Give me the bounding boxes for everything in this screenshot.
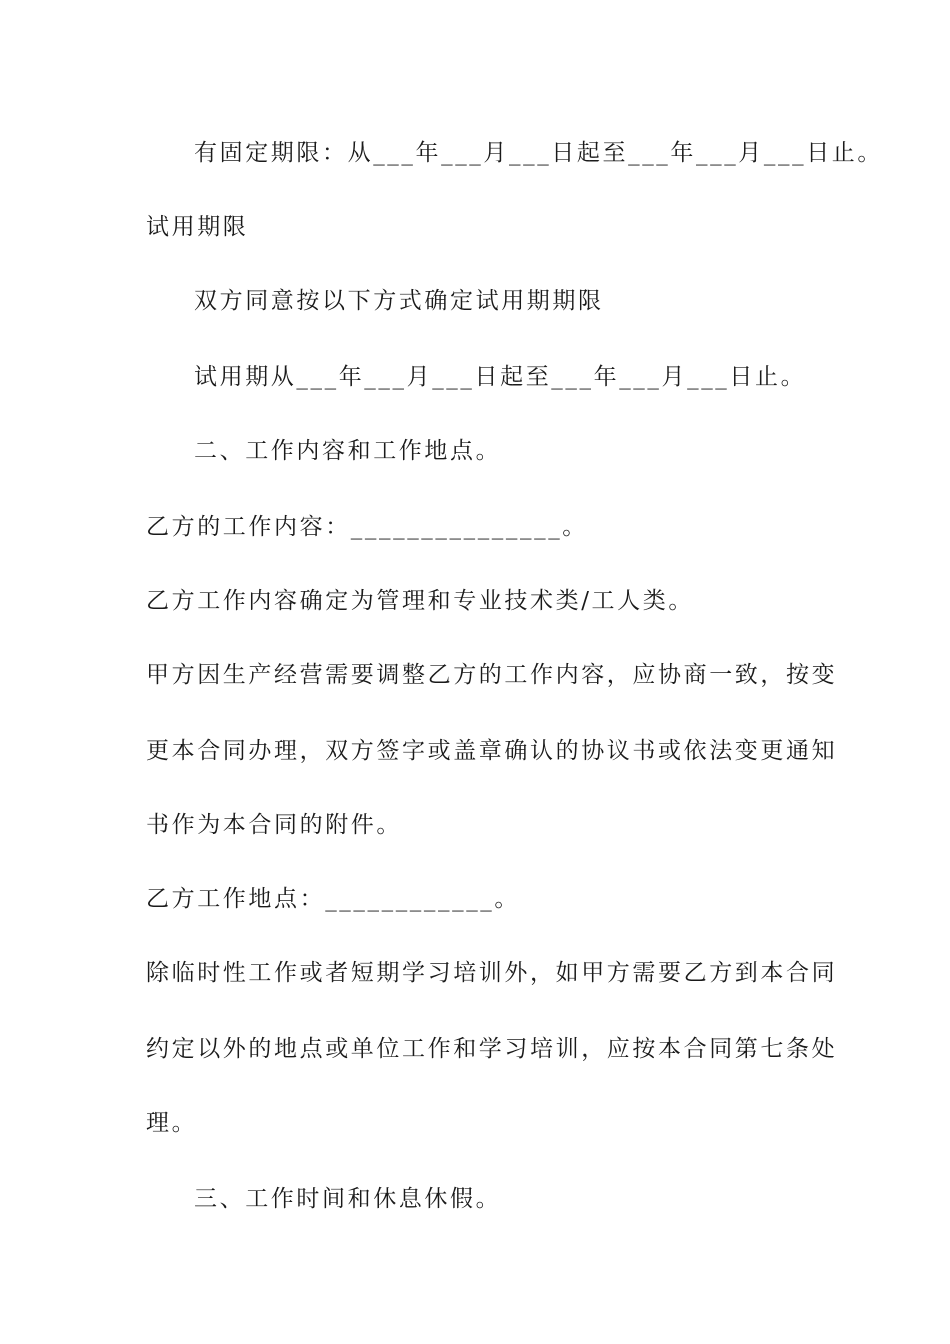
work-category-line: 乙方工作内容确定为管理和专业技术类/工人类。: [146, 588, 694, 614]
probation-heading: 试用期限: [146, 214, 249, 240]
section-two-heading: 二、工作内容和工作地点。: [194, 438, 502, 464]
work-location-line: 乙方工作地点：____________。: [146, 886, 520, 912]
work-content-line: 乙方的工作内容：_______________。: [146, 514, 588, 540]
probation-agreement-line: 双方同意按以下方式确定试用期期限: [194, 288, 604, 314]
paragraph-line: 约定以外的地点或单位工作和学习培训，应按本合同第七条处: [146, 1036, 838, 1062]
paragraph-line: 书作为本合同的附件。: [146, 812, 402, 838]
probation-period-line: 试用期从___年___月___日起至___年___月___日止。: [194, 364, 807, 390]
paragraph-line: 甲方因生产经营需要调整乙方的工作内容，应协商一致，按变: [146, 662, 838, 688]
paragraph-line: 更本合同办理，双方签字或盖章确认的协议书或依法变更通知: [146, 738, 838, 764]
section-three-heading: 三、工作时间和休息休假。: [194, 1186, 502, 1212]
paragraph-line: 理。: [146, 1110, 198, 1136]
paragraph-line: 除临时性工作或者短期学习培训外，如甲方需要乙方到本合同: [146, 960, 838, 986]
fixed-term-line: 有固定期限：从___年___月___日起至___年___月___日止。: [194, 140, 883, 166]
